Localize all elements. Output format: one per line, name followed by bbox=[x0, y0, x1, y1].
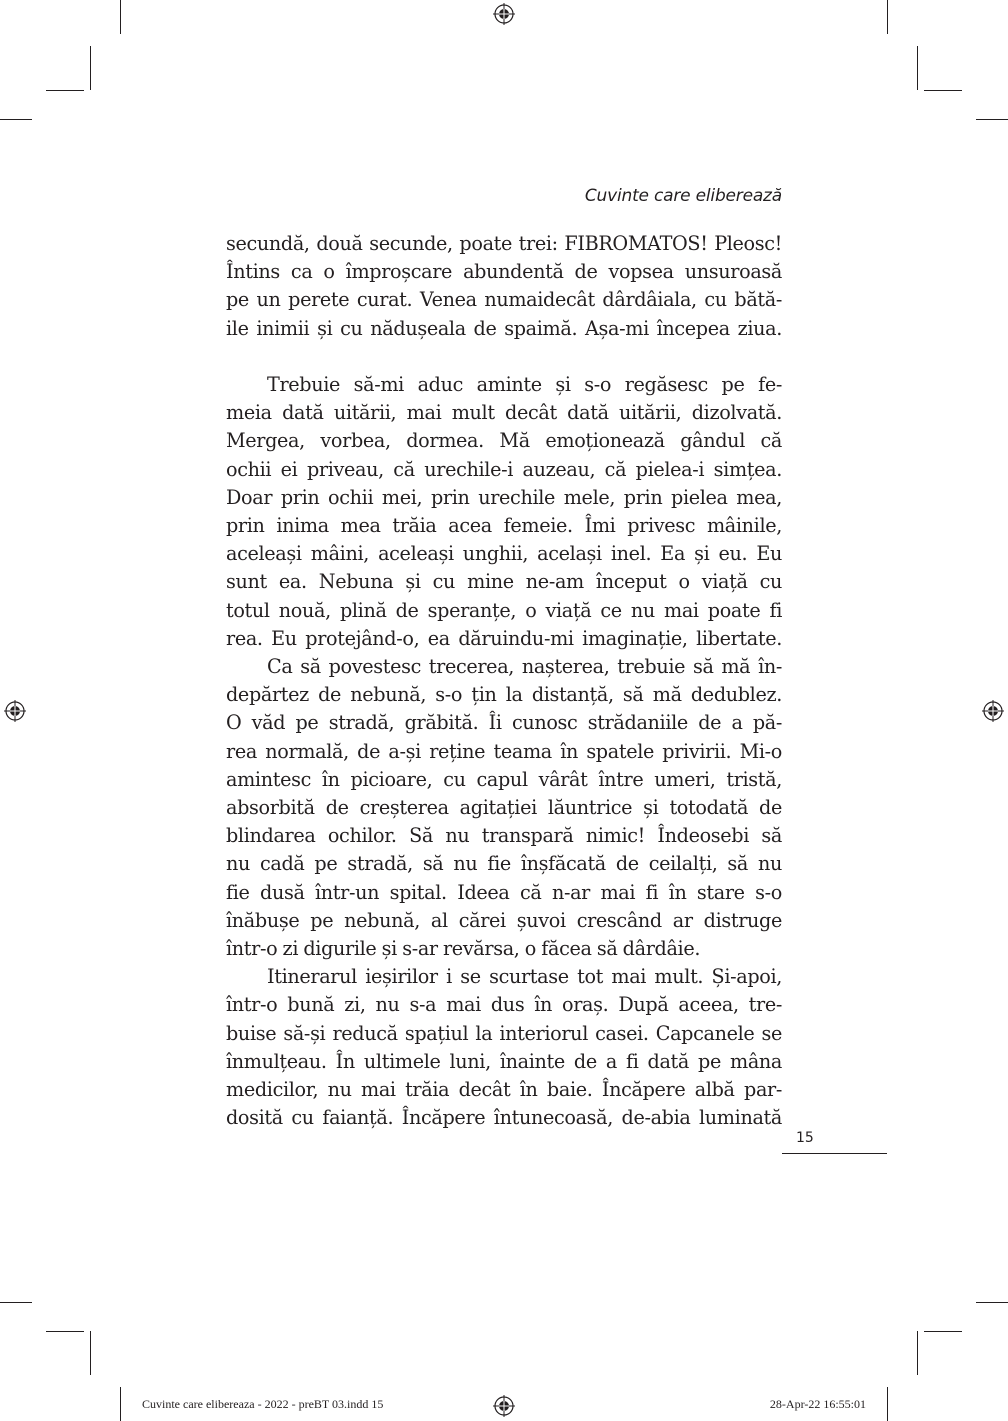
text-line: O văd pe stradă, grăbită. Îi cunosc strădaniile de a pă- bbox=[226, 711, 782, 735]
text-line: depărtez de nebună, s-o țin la distanță, să mă dedublez. bbox=[226, 683, 782, 707]
text-line: înmulțeau. În ultimele luni, înainte de a fi dată pe mâna bbox=[226, 1049, 782, 1073]
text-line: pe un perete curat. Venea numaidecât dârdâiala, cu bătă- bbox=[226, 288, 782, 312]
crop-mark bbox=[887, 0, 888, 34]
registration-target-icon bbox=[493, 1395, 515, 1417]
text-line: aceleași mâini, aceleași unghii, același inel. Ea și eu. Eu bbox=[226, 542, 782, 566]
crop-mark bbox=[917, 46, 918, 90]
crop-mark bbox=[90, 46, 91, 90]
text-line: Întins ca o împroșcare abundentă de vopsea unsuroasă bbox=[226, 260, 782, 284]
text-line: într-o bună zi, nu s-a mai dus în oraș. După aceea, tre- bbox=[226, 993, 782, 1017]
text-line: nu cadă pe stradă, să nu fie înșfăcată de ceilalți, să nu bbox=[226, 852, 782, 876]
text-line: sunt ea. Nebuna și cu mine ne-am început o viață cu bbox=[226, 570, 782, 594]
text-line: Doar prin ochii mei, prin urechile mele, prin pielea mea, bbox=[226, 485, 782, 509]
crop-mark bbox=[46, 1331, 84, 1332]
crop-mark bbox=[120, 1387, 121, 1421]
crop-mark bbox=[924, 1331, 962, 1332]
registration-target-icon bbox=[493, 3, 515, 25]
text-line: absorbită de creșterea agitației lăuntrice și totodată de bbox=[226, 796, 782, 820]
paragraph bbox=[226, 371, 782, 653]
text-line: buise să-și reducă spațiul la interiorul casei. Capcanele se bbox=[226, 1021, 782, 1045]
text-line: dosită cu faianță. Încăpere întunecoasă, de-abia luminată bbox=[226, 1106, 782, 1130]
registration-target-icon bbox=[4, 700, 26, 722]
text-line: totul nouă, plină de speranțe, o viață ce nu mai poate fi bbox=[226, 598, 782, 622]
registration-target-icon bbox=[982, 700, 1004, 722]
crop-mark bbox=[0, 119, 32, 120]
text-line: amintesc în picioare, cu capul vârât între umeri, tristă, bbox=[226, 767, 782, 791]
running-head: Cuvinte care eliberează bbox=[584, 186, 782, 206]
paragraph bbox=[226, 230, 782, 343]
text-line: înăbușe pe nebună, al cărei șuvoi crescând ar distruge bbox=[226, 908, 782, 932]
text-line: Trebuie să-mi aduc aminte și s-o regăsesc pe fe- bbox=[267, 373, 782, 396]
text-line: secundă, două secunde, poate trei: FIBROMATOS! Pleosc! bbox=[226, 232, 782, 255]
text-line: rea. Eu protejând-o, ea dăruindu-mi imaginație, libertate. bbox=[226, 626, 782, 650]
crop-mark bbox=[976, 119, 1008, 120]
paragraph bbox=[226, 963, 782, 1132]
text-line: într-o zi digurile și s-ar revărsa, o făcea să dârdâie. bbox=[226, 937, 701, 961]
text-line: Ca să povestesc trecerea, nașterea, trebuie să mă în- bbox=[267, 655, 782, 679]
paragraph bbox=[226, 653, 782, 963]
crop-mark bbox=[120, 0, 121, 34]
crop-mark bbox=[90, 1331, 91, 1375]
text-line: prin inima mea trăia acea femeie. Îmi privesc mâinile, bbox=[226, 514, 782, 538]
text-line: blindarea ochilor. Să nu transpară nimic! Îndeosebi să bbox=[226, 824, 782, 848]
text-line: rea normală, de a-și reține teama în spatele privirii. Mi-o bbox=[226, 739, 782, 763]
text-line: fie dusă într-un spital. Ideea că n-ar mai fi în stare s-o bbox=[226, 880, 782, 904]
body-text bbox=[226, 230, 782, 1132]
crop-mark bbox=[917, 1331, 918, 1375]
page-number: 15 bbox=[782, 1130, 887, 1154]
slug-timestamp: 28-Apr-22 16:55:01 bbox=[769, 1397, 866, 1411]
text-line: medicilor, nu mai trăia decât în baie. Încăpere albă par- bbox=[226, 1078, 782, 1102]
slug-file-info: Cuvinte care elibereaza - 2022 - preBT 03.indd 15 bbox=[142, 1397, 384, 1411]
text-line: ochii ei priveau, că urechile-i auzeau, că pielea-i simțea. bbox=[226, 457, 782, 481]
text-line: meia dată uitării, mai mult decât dată uitării, dizolvată. bbox=[226, 401, 782, 425]
crop-mark bbox=[0, 1302, 32, 1303]
crop-mark bbox=[46, 90, 84, 91]
text-line: Itinerarul ieșirilor i se scurtase tot mai mult. Și-apoi, bbox=[267, 965, 782, 989]
crop-mark bbox=[924, 90, 962, 91]
crop-mark bbox=[887, 1387, 888, 1421]
text-line: Mergea, vorbea, dormea. Mă emoționează gândul că bbox=[226, 429, 782, 453]
text-line: ile inimii și cu nădușeala de spaimă. Așa-mi începea ziua. bbox=[226, 316, 782, 340]
crop-mark bbox=[976, 1302, 1008, 1303]
